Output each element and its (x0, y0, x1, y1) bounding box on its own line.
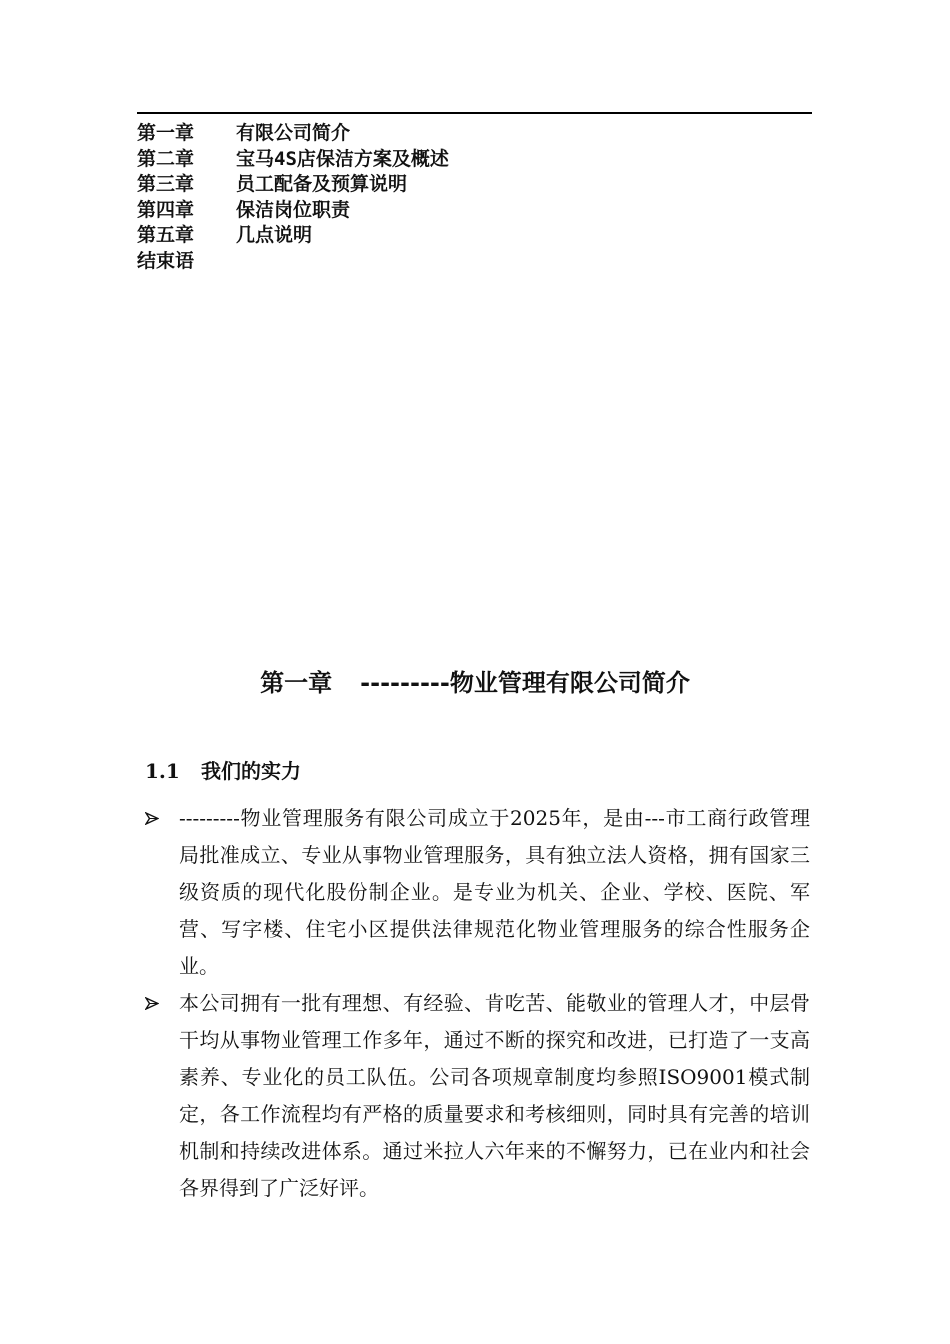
toc-entry (137, 198, 812, 224)
section-title: 我们的实力 (201, 759, 301, 783)
chapter-title: ---------物业管理有限公司简介 (360, 669, 690, 697)
table-of-contents (137, 121, 812, 274)
toc-entry (137, 147, 812, 173)
toc-entry (137, 121, 812, 147)
chapter-number: 第一章 (260, 669, 333, 697)
section-heading (145, 756, 301, 786)
toc-entry (137, 249, 812, 275)
toc-chapter-label: 第二章 (137, 147, 195, 170)
toc-chapter-title: 员工配备及预算说明 (236, 173, 408, 195)
toc-chapter-title: 保洁岗位职责 (236, 198, 351, 221)
list-item (145, 800, 810, 985)
toc-chapter-title: 几点说明 (236, 224, 313, 246)
toc-chapter-label: 第三章 (137, 173, 195, 195)
toc-chapter-label: 第五章 (137, 224, 195, 246)
bullet-text: ---------物业管理服务有限公司成立于2025年，是由---市工商行政管理局批准成立、专业从事物业管理服务，具有独立法人资格，拥有国家三级资质的现代化股份制企业。是专业为机关、企业、学校、医院、军营、写字楼、住宅小区提供法律规范化物业管理服务的综合性服务企业。 (179, 806, 810, 978)
toc-chapter-title: 宝马4S店保洁方案及概述 (236, 147, 449, 170)
bullet-text: 本公司拥有一批有理想、有经验、肯吃苦、能敬业的管理人才，中层骨干均从事物业管理工作多年，通过不断的探究和改进，已打造了一支高素养、专业化的员工队伍。公司各项规章制度均参照ISO9001模式制定，各工作流程均有严格的质量要求和考核细则，同时具有完善的培训机制和持续改进体系。通过米拉人六年来的不懈努力，已在业内和社会各界得到了广泛好评。 (179, 991, 810, 1200)
toc-entry (137, 223, 812, 249)
arrowhead-bullet-icon (145, 985, 165, 1010)
top-rule (137, 112, 812, 114)
toc-entry (137, 172, 812, 198)
toc-chapter-label: 第一章 (137, 122, 195, 144)
toc-chapter-label: 第四章 (137, 198, 195, 221)
toc-chapter-label: 结束语 (137, 249, 195, 272)
toc-chapter-title: 有限公司简介 (236, 122, 351, 144)
chapter-heading (0, 663, 950, 703)
arrowhead-bullet-icon (145, 800, 165, 825)
section-number: 1.1 (145, 759, 180, 783)
list-item (145, 985, 810, 1207)
bullet-list (145, 800, 810, 1207)
